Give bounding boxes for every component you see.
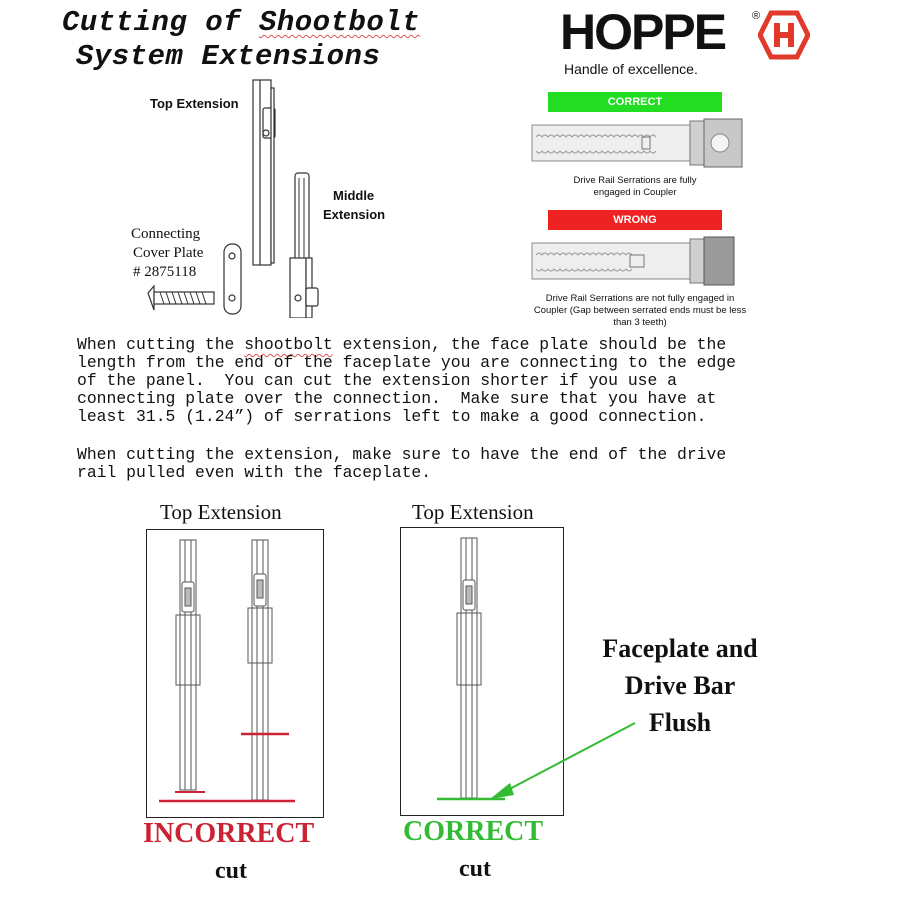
callout-arrow-icon bbox=[480, 715, 650, 805]
middle-extension-label-line1: Middle bbox=[333, 188, 375, 203]
coupler-correct-illustration bbox=[530, 115, 745, 173]
top-extension-label: Top Extension bbox=[150, 96, 239, 111]
instruction-paragraph-2 bbox=[77, 446, 726, 482]
extension-diagram bbox=[120, 78, 350, 318]
para2-line2: rail pulled even with the faceplate. bbox=[77, 463, 432, 482]
title-line2: System Extensions bbox=[76, 40, 381, 73]
cover-plate-label-line1: Connecting bbox=[131, 226, 201, 242]
callout-line2: Drive Bar bbox=[624, 671, 736, 700]
wrong-note-line3: than 3 teeth) bbox=[613, 317, 667, 328]
registered-mark: ® bbox=[752, 10, 761, 22]
cover-plate-part-number: # 2875118 bbox=[133, 264, 197, 280]
coupler-wrong-illustration bbox=[530, 233, 745, 291]
left-box-heading: Top Extension bbox=[160, 500, 282, 524]
para2-line1: When cutting the extension, make sure to have the end of the drive bbox=[77, 445, 727, 464]
para1-line5: least 31.5 (1.24”) of serrations left to make a good connection. bbox=[77, 407, 707, 426]
instruction-paragraph-1 bbox=[77, 336, 736, 426]
para1-line1: When cutting the shootbolt extension, the face plate should be the bbox=[77, 335, 727, 354]
para1-line4: connecting plate over the connection. Make sure that you have at bbox=[77, 389, 717, 408]
callout-line3: Flush bbox=[648, 708, 712, 737]
incorrect-cut-box bbox=[146, 529, 324, 818]
incorrect-label: INCORRECT bbox=[143, 818, 315, 849]
page-title bbox=[62, 6, 420, 74]
hoppe-logo-text: HOPPE bbox=[560, 4, 726, 60]
cover-plate-label-line2: Cover Plate bbox=[133, 245, 204, 261]
hoppe-hexagon-icon bbox=[758, 10, 810, 60]
callout-line1: Faceplate and bbox=[602, 634, 758, 663]
correct-note-line1: Drive Rail Serrations are fully bbox=[573, 175, 697, 186]
correct-label: CORRECT bbox=[403, 816, 544, 847]
correct-banner: CORRECT bbox=[548, 92, 722, 112]
para1-line2: length from the end of the faceplate you are connecting to the edge bbox=[77, 353, 737, 372]
incorrect-cut-drawing bbox=[147, 530, 323, 817]
incorrect-cut-word: cut bbox=[215, 858, 247, 884]
right-box-heading: Top Extension bbox=[412, 500, 534, 524]
middle-extension-label-line2: Extension bbox=[323, 207, 386, 222]
correct-note-line2: engaged in Coupler bbox=[593, 187, 677, 198]
title-line1: Cutting of Shootbolt bbox=[62, 6, 421, 39]
para1-line3: of the panel. You can cut the extension shorter if you use a bbox=[77, 371, 677, 390]
tagline: Handle of excellence. bbox=[564, 61, 698, 77]
wrong-note-line1: Drive Rail Serrations are not fully engaged in bbox=[545, 293, 735, 304]
wrong-note-line2: Coupler (Gap between serrated ends must be less bbox=[533, 305, 747, 316]
wrong-banner: WRONG bbox=[548, 210, 722, 230]
correct-cut-word: cut bbox=[459, 856, 491, 882]
